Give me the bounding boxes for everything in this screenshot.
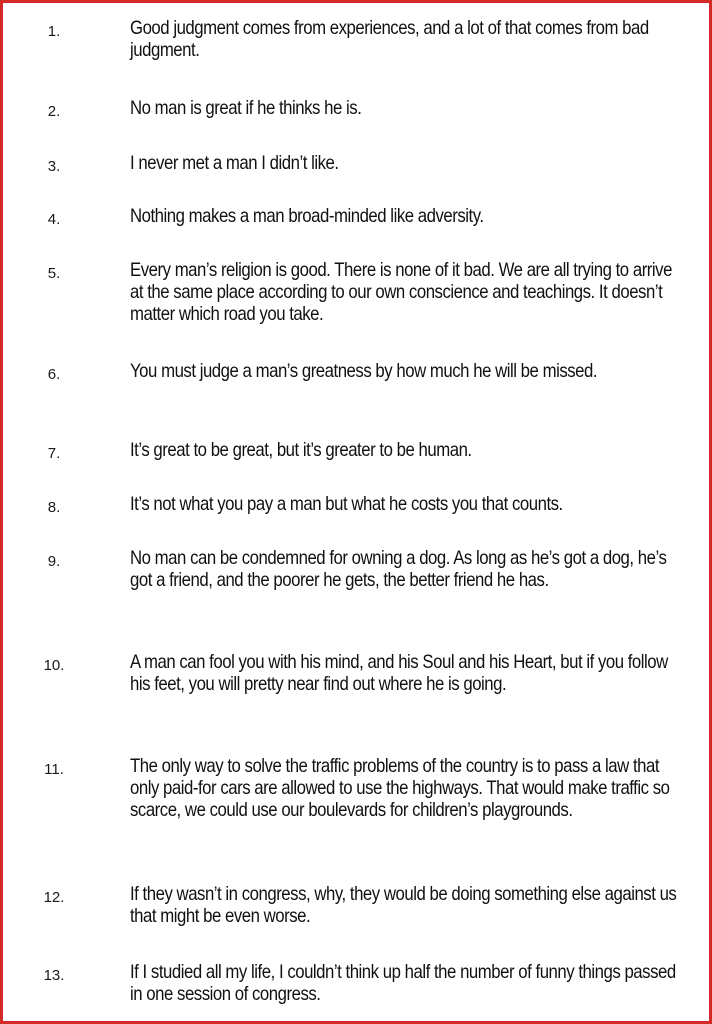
quote-number: 11.	[44, 761, 64, 778]
quote-number: 9.	[47, 553, 61, 570]
quote-text: It’s not what you pay a man but what he costs you that counts.	[130, 493, 563, 515]
quote-number: 13.	[43, 967, 65, 984]
quote-text: It’s great to be great, but it’s greater to be human.	[130, 439, 472, 461]
quote-number: 12.	[43, 889, 65, 906]
quote-number: 7.	[47, 445, 61, 462]
quote-text: Nothing makes a man broad-minded like adversity.	[130, 205, 484, 227]
quote-text: The only way to solve the traffic problems of the country is to pass a law that only paid-for cars are allowed to use the highways. That would make traffic so scarce, we could use our boulevards for children’s playgrounds.	[130, 755, 670, 821]
quote-number: 4.	[47, 211, 61, 228]
quote-text: If I studied all my life, I couldn’t think up half the number of funny things passed in one session of congress.	[130, 961, 676, 1005]
quote-number: 5.	[47, 265, 61, 282]
quote-text: No man can be condemned for owning a dog. As long as he’s got a dog, he’s got a friend, and the poorer he gets, the better friend he has.	[130, 547, 667, 591]
quote-text: You must judge a man’s greatness by how much he will be missed.	[130, 360, 598, 382]
quote-number: 10.	[43, 657, 65, 674]
quote-number: 6.	[47, 366, 61, 383]
quote-number: 3.	[47, 158, 61, 175]
quote-number: 8.	[47, 499, 61, 516]
quote-number: 1.	[47, 23, 61, 40]
quote-text: If they wasn’t in congress, why, they would be doing something else against us that might be even worse.	[130, 883, 677, 927]
quote-text: A man can fool you with his mind, and his Soul and his Heart, but if you follow his feet, you will pretty near find out where he is going.	[130, 651, 668, 695]
quote-text: Every man’s religion is good. There is none of it bad. We are all trying to arrive at the same place according to our own conscience and teachings. It doesn’t matter which road you take.	[130, 259, 672, 325]
quote-text: No man is great if he thinks he is.	[130, 97, 362, 119]
quote-text: I never met a man I didn’t like.	[130, 152, 339, 174]
quote-text: Good judgment comes from experiences, and a lot of that comes from bad judgment.	[130, 17, 649, 61]
quote-number: 2.	[47, 103, 61, 120]
